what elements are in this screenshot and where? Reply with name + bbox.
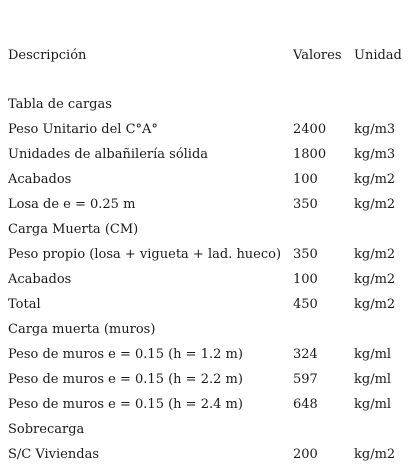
row-description: Acabados [8, 172, 72, 187]
row-unit: kg/m3 [354, 147, 396, 162]
table-row [8, 95, 408, 115]
row-value: 1800 [293, 147, 327, 162]
row-unit: kg/m2 [354, 172, 396, 187]
header-row [8, 46, 408, 66]
row-description: Peso de muros e = 0.15 (h = 2.4 m) [8, 397, 243, 412]
row-unit: kg/ml [354, 372, 392, 387]
table-row [8, 270, 408, 290]
table-row [8, 120, 408, 140]
header-values: Valores [293, 48, 342, 63]
row-value: 100 [293, 272, 318, 287]
table-row [8, 370, 408, 390]
row-description: Losa de e = 0.25 m [8, 197, 136, 212]
table-row [8, 170, 408, 190]
row-value: 648 [293, 397, 318, 412]
row-description: Unidades de albañilería sólida [8, 147, 209, 162]
header-unit: Unidad [354, 48, 402, 63]
row-description: Peso Unitario del C°A° [8, 122, 158, 137]
table-row [8, 295, 408, 315]
row-unit: kg/m2 [354, 297, 396, 312]
row-description: Peso propio (losa + vigueta + lad. hueco) [8, 247, 282, 262]
row-unit: kg/m2 [354, 447, 396, 462]
table-row [8, 395, 408, 415]
table-row [8, 145, 408, 165]
row-value: 200 [293, 447, 318, 462]
row-description: Tabla de cargas [8, 97, 112, 112]
row-unit: kg/m2 [354, 197, 396, 212]
row-value: 597 [293, 372, 318, 387]
row-value: 350 [293, 197, 318, 212]
row-value: 324 [293, 347, 318, 362]
row-description: Carga muerta (muros) [8, 322, 156, 337]
row-unit: kg/m3 [354, 122, 396, 137]
row-description: Acabados [8, 272, 72, 287]
row-value: 2400 [293, 122, 327, 137]
table-row [8, 245, 408, 265]
row-value: 350 [293, 247, 318, 262]
row-unit: kg/ml [354, 397, 392, 412]
table-row [8, 445, 408, 465]
row-value: 100 [293, 172, 318, 187]
row-unit: kg/m2 [354, 247, 396, 262]
row-description: Total [8, 297, 41, 312]
row-description: S/C Viviendas [8, 447, 99, 462]
row-description: Sobrecarga [8, 422, 85, 437]
row-description: Peso de muros e = 0.15 (h = 2.2 m) [8, 372, 243, 387]
row-unit: kg/m2 [354, 272, 396, 287]
row-description: Carga Muerta (CM) [8, 222, 139, 237]
table-row [8, 220, 408, 240]
row-unit: kg/ml [354, 347, 392, 362]
row-description: Peso de muros e = 0.15 (h = 1.2 m) [8, 347, 243, 362]
table-row [8, 345, 408, 365]
table-row [8, 195, 408, 215]
table-row [8, 420, 408, 440]
row-value: 450 [293, 297, 318, 312]
table-row [8, 320, 408, 340]
header-description: Descripción [8, 48, 87, 63]
